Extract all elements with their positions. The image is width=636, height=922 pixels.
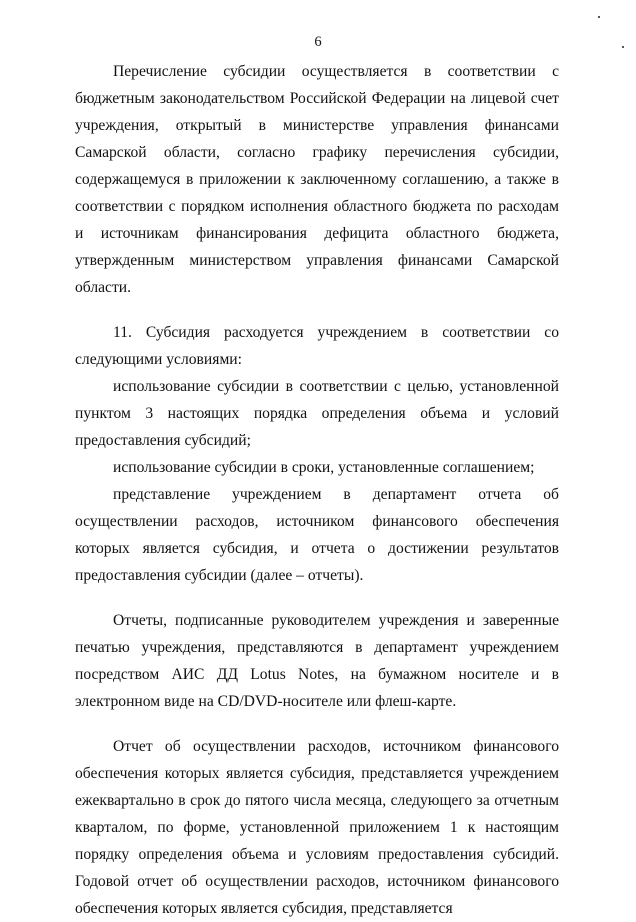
paragraph-clause-11: 11. Субсидия расходуется учреждением в соответствии со следующими условиями: (75, 324, 559, 368)
paragraph-expense-report: Отчет об осуществлении расходов, источником финансового обеспечения которых является субсидия, представляется учреждением ежеквартально в срок до пятого числа месяца, следующего за отчетным кварталом, по форме, установленной приложением 1 к настоящим порядку определения объема и условиям предоставления субсидий. Годовой отчет об осуществлении расходов, источником финансового обеспечения которых является субсидия, представляется (75, 738, 559, 917)
document-body (75, 58, 559, 922)
paragraph-condition-purpose: использование субсидии в соответствии с целью, установленной пунктом 3 настоящих порядка определения объема и условий предоставления субсидий; (75, 378, 559, 449)
paragraph-condition-terms: использование субсидии в сроки, установленные соглашением; (113, 459, 535, 476)
scan-speck (622, 46, 624, 48)
scan-speck (598, 16, 600, 18)
page-number: 6 (314, 34, 322, 50)
paragraph-condition-reports: представление учреждением в департамент отчета об осуществлении расходов, источником финансового обеспечения которых является субсидия, и отчета о достижении результатов предоставления субсидии (далее – отчеты). (75, 486, 559, 584)
paragraph-subsidy-transfer: Перечисление субсидии осуществляется в соответствии с бюджетным законодательством Российской Федерации на лицевой счет учреждения, открытый в министерстве управления финансами Самарской области, согласно графику перечисления субсидии, содержащемуся в приложении к заключенному соглашению, а также в соответствии с порядком исполнения областного бюджета по расходам и источникам финансирования дефицита областного бюджета, утвержденным министерством управления финансами Самарской области. (75, 63, 559, 296)
paragraph-reports-submission: Отчеты, подписанные руководителем учреждения и заверенные печатью учреждения, представляются в департамент учреждением посредством АИС ДД Lotus Notes, на бумажном носителе и в электронном виде на CD/DVD-носителе или флеш-карте. (75, 612, 559, 710)
